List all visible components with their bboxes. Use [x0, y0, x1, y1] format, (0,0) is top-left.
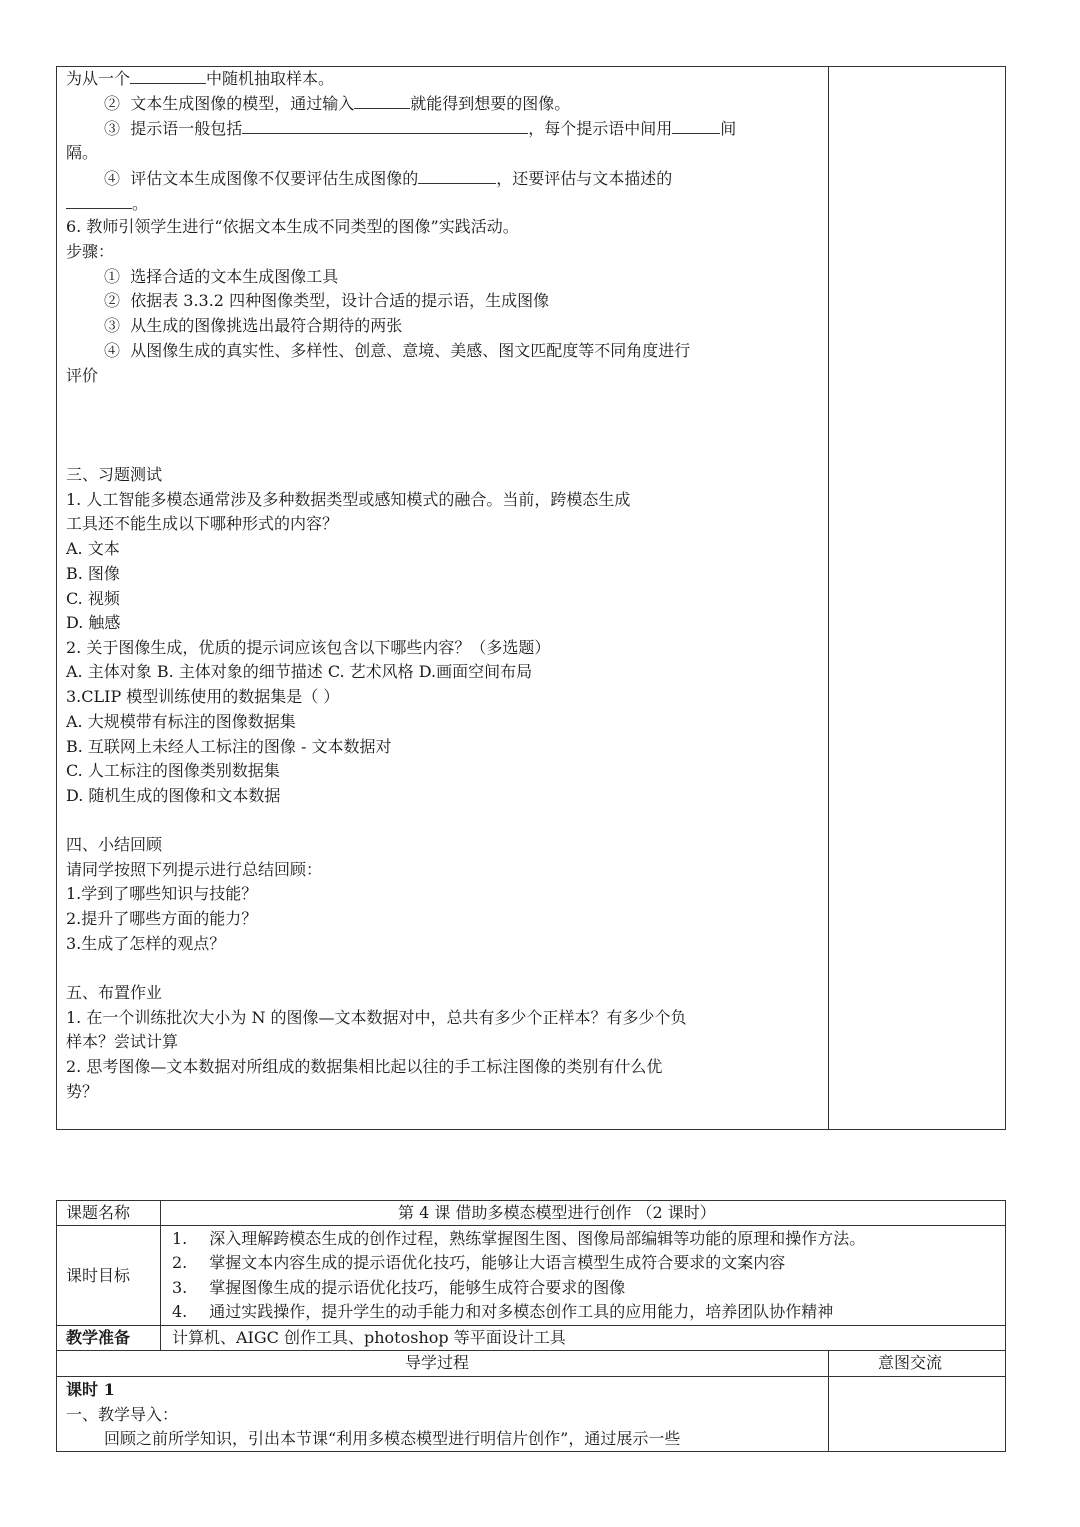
fill-text: ，每个提示语中间用	[528, 119, 673, 138]
answer-blank	[418, 168, 496, 184]
fill-text: 。	[132, 194, 149, 213]
prep-label: 教学准备	[66, 1328, 131, 1347]
fill-text: 提示语一般包括	[130, 119, 243, 138]
fill-text: 就能得到想要的图像。	[410, 94, 571, 113]
goal-item	[172, 1278, 625, 1298]
quiz-option: A. 文本	[66, 539, 120, 558]
topic-label: 课题名称	[66, 1203, 131, 1222]
fill-item-3	[104, 118, 736, 139]
circled-number: ④	[104, 341, 121, 360]
homework-heading: 五、布置作业	[66, 983, 163, 1002]
quiz-option: A. 大规模带有标注的图像数据集	[66, 712, 296, 731]
goal-text: 深入理解跨模态生成的创作过程，熟练掌握图生图、图像局部编辑等功能的原理和操作方法。	[209, 1229, 866, 1248]
table-rule	[56, 1325, 1006, 1326]
upper-table-divider	[828, 66, 829, 1130]
quiz-option: B. 图像	[66, 564, 120, 583]
quiz-option: B. 互联网上未经人工标注的图像 - 文本数据对	[66, 737, 392, 756]
goal-number: 1.	[172, 1229, 188, 1248]
topic-value: 第 4 课 借助多模态模型进行创作 （2 课时）	[398, 1203, 716, 1222]
review-heading: 四、小结回顾	[66, 835, 163, 854]
quiz-option: D. 触感	[66, 613, 121, 632]
fill-text: ，还要评估与文本描述的	[496, 169, 673, 188]
quiz-q3: 3.CLIP 模型训练使用的数据集是（ ）	[66, 687, 340, 706]
homework-item-1: 1. 在一个训练批次大小为 N 的图像—文本数据对中，总共有多少个正样本？有多少个负	[66, 1008, 687, 1027]
quiz-option: D. 随机生成的图像和文本数据	[66, 786, 281, 805]
activity-title: 6. 教师引领学生进行“依据文本生成不同类型的图像”实践活动。	[66, 217, 519, 236]
step-item	[104, 291, 549, 311]
goal-item	[172, 1302, 833, 1322]
table-rule	[56, 1225, 1006, 1226]
prep-value: 计算机、AIGC 创作工具、photoshop 等平面设计工具	[172, 1328, 566, 1347]
answer-blank	[242, 118, 528, 134]
step-item	[104, 267, 338, 287]
quiz-q1-cont: 工具还不能生成以下哪种形式的内容？	[66, 514, 339, 533]
steps-label: 步骤：	[66, 242, 115, 261]
goal-item	[172, 1253, 785, 1273]
answer-blank	[354, 93, 410, 109]
goal-item	[172, 1229, 865, 1249]
fill-item-1	[66, 68, 334, 89]
review-item: 1.学到了哪些知识与技能？	[66, 884, 258, 903]
step-text: 从图像生成的真实性、多样性、创意、意境、美感、图文匹配度等不同角度进行	[130, 341, 691, 360]
fill-item-4	[104, 168, 672, 189]
homework-item-2: 2. 思考图像—文本数据对所组成的数据集相比起以往的手工标注图像的类别有什么优	[66, 1057, 663, 1076]
lesson-number: 课时 1	[66, 1380, 115, 1399]
homework-item-2-cont: 势？	[66, 1082, 99, 1101]
review-intro: 请同学按照下列提示进行总结回顾：	[66, 860, 323, 879]
table-rule	[56, 1376, 1006, 1377]
quiz-q1: 1. 人工智能多模态通常涉及多种数据类型或感知模式的融合。当前，跨模态生成	[66, 490, 631, 509]
goals-label: 课时目标	[66, 1266, 131, 1285]
goal-number: 2.	[172, 1253, 188, 1272]
step-text: 依据表 3.3.2 四种图像类型，设计合适的提示语，生成图像	[130, 291, 550, 310]
fill-text: 间	[720, 119, 737, 138]
circled-number: ②	[104, 291, 121, 310]
quiz-option: C. 人工标注的图像类别数据集	[66, 761, 280, 780]
fill-text: 为从一个	[66, 69, 131, 88]
goal-text: 掌握文本内容生成的提示语优化技巧，能够让大语言模型生成符合要求的文案内容	[209, 1253, 786, 1272]
circled-number: ②	[104, 94, 121, 113]
review-item: 3.生成了怎样的观点？	[66, 934, 226, 953]
answer-blank	[66, 193, 132, 209]
goal-text: 掌握图像生成的提示语优化技巧，能够生成符合要求的图像	[209, 1278, 626, 1297]
intro-text: 回顾之前所学知识，引出本节课“利用多模态模型进行明信片创作”，通过展示一些	[104, 1429, 681, 1448]
goal-number: 3.	[172, 1278, 188, 1297]
circled-number: ④	[104, 169, 121, 188]
fill-item-2	[104, 93, 570, 114]
circled-number: ①	[104, 267, 121, 286]
intent-header: 意图交流	[878, 1353, 943, 1372]
circled-number: ③	[104, 316, 121, 335]
table-rule	[56, 1350, 1006, 1351]
answer-blank	[672, 118, 720, 134]
step-item	[104, 341, 690, 361]
fill-item-3-cont: 隔。	[66, 143, 99, 162]
step-item-cont: 评价	[66, 366, 99, 385]
quiz-heading: 三、习题测试	[66, 465, 163, 484]
fill-text: 中随机抽取样本。	[206, 69, 335, 88]
goal-number: 4.	[172, 1302, 188, 1321]
step-text: 选择合适的文本生成图像工具	[130, 267, 339, 286]
quiz-q2-options: A. 主体对象 B. 主体对象的细节描述 C. 艺术风格 D.画面空间布局	[66, 662, 533, 681]
goal-text: 通过实践操作，提升学生的动手能力和对多模态创作工具的应用能力，培养团队协作精神	[209, 1302, 834, 1321]
table-col-rule	[828, 1350, 829, 1452]
intro-heading: 一、教学导入：	[66, 1405, 179, 1424]
fill-item-4-cont	[66, 193, 148, 214]
quiz-q2: 2. 关于图像生成，优质的提示词应该包含以下哪些内容？（多选题）	[66, 638, 551, 657]
step-item	[104, 316, 402, 336]
homework-item-1-cont: 样本？尝试计算	[66, 1032, 179, 1051]
quiz-option: C. 视频	[66, 589, 120, 608]
fill-text: 评估文本生成图像不仅要评估生成图像的	[130, 169, 419, 188]
step-text: 从生成的图像挑选出最符合期待的两张	[130, 316, 403, 335]
table-col-rule	[160, 1200, 161, 1350]
review-item: 2.提升了哪些方面的能力？	[66, 909, 258, 928]
fill-text: 文本生成图像的模型，通过输入	[130, 94, 355, 113]
circled-number: ③	[104, 119, 121, 138]
answer-blank	[130, 68, 206, 84]
process-header: 导学过程	[405, 1353, 470, 1372]
